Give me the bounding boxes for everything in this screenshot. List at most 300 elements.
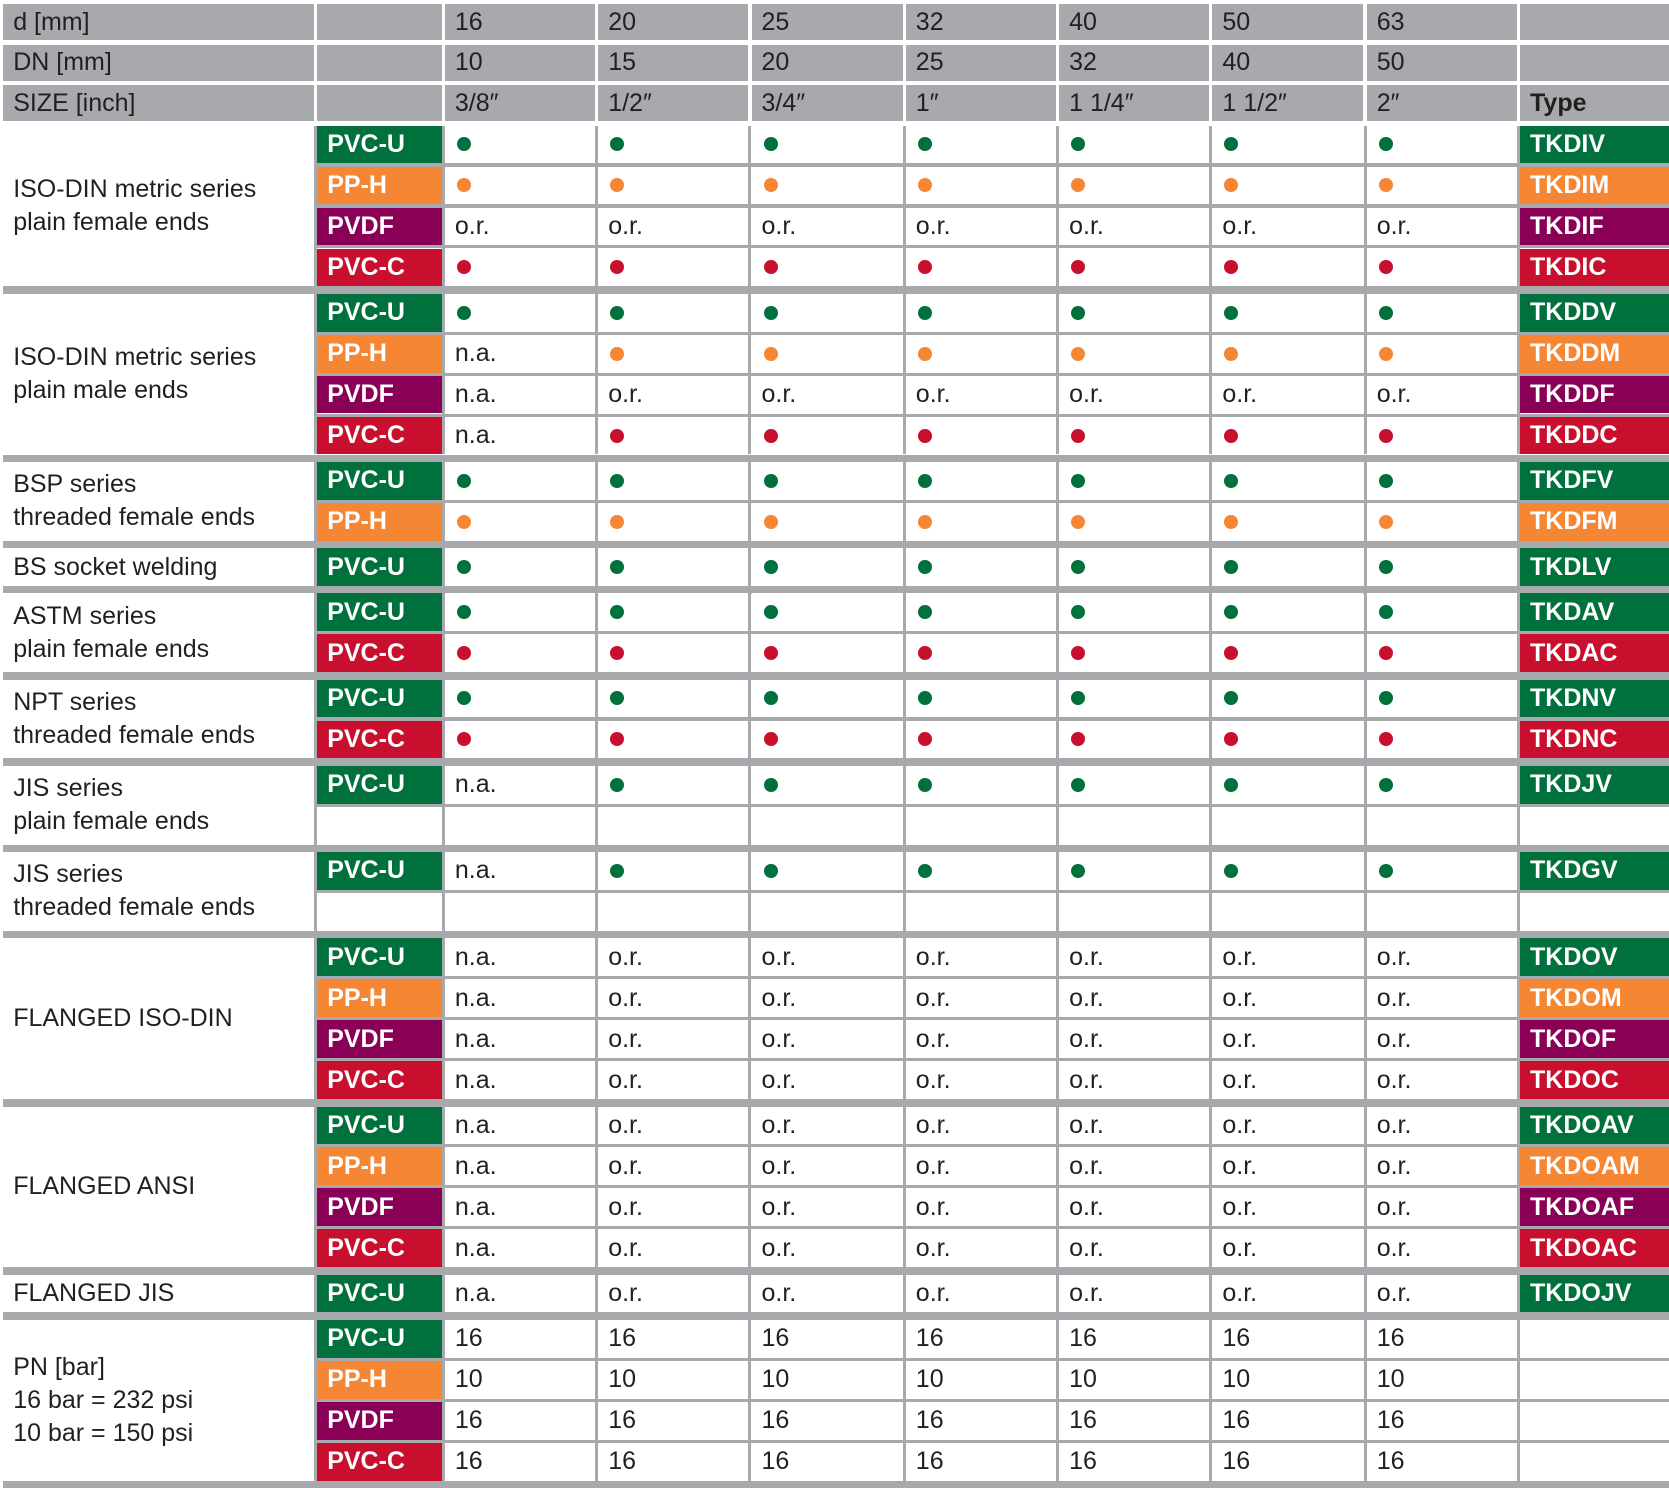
value-cell [1059, 1147, 1209, 1185]
type-badge: TKDOAF [1520, 1188, 1669, 1226]
value-cell [906, 1402, 1056, 1440]
available-dot [1071, 260, 1085, 274]
value-cell [1212, 1229, 1363, 1267]
group-label [3, 548, 314, 586]
value-cell [752, 979, 903, 1017]
available-dot [1071, 306, 1085, 320]
available-dot [610, 691, 624, 705]
type-badge: TKDDF [1520, 376, 1669, 414]
available-dot [610, 646, 624, 660]
column-separator [1517, 294, 1520, 455]
material-badge: PP-H [317, 979, 442, 1017]
available-dot [457, 474, 471, 488]
value-text: o.r. [1069, 1233, 1104, 1262]
value-cell [1059, 721, 1209, 759]
value-cell [445, 126, 595, 164]
type-badge: TKDGV [1520, 852, 1669, 890]
value-cell [1059, 417, 1209, 455]
value-cell [1212, 893, 1363, 931]
available-dot [764, 691, 778, 705]
value-text: n.a. [454, 942, 497, 971]
value-cell [598, 294, 748, 332]
value-cell [1059, 335, 1209, 373]
value-text: o.r. [608, 380, 643, 409]
available-dot [1379, 560, 1393, 574]
available-dot [918, 429, 932, 443]
value-cell [598, 1107, 748, 1145]
row-separator [317, 631, 1669, 634]
column-separator [442, 766, 445, 845]
column-separator [1517, 593, 1520, 672]
value-cell [598, 548, 748, 586]
header-label: d [mm] [3, 4, 314, 40]
value-cell [906, 1361, 1056, 1399]
type-badge: TKDIC [1520, 249, 1669, 287]
value-cell [598, 979, 748, 1017]
material-badge [317, 893, 442, 931]
column-separator [314, 938, 317, 1099]
value-cell [1367, 1402, 1517, 1440]
value-cell [445, 208, 595, 246]
value-cell [445, 1020, 595, 1058]
value-cell [752, 294, 903, 332]
column-separator [1209, 294, 1212, 455]
group-label-line: plain male ends [13, 376, 189, 405]
value-cell [906, 938, 1056, 976]
group-separator [3, 931, 1669, 939]
value-cell [906, 503, 1056, 541]
column-separator [1209, 593, 1212, 672]
material-badge: PVC-U [317, 548, 442, 586]
header-material-spacer [317, 4, 442, 40]
column-separator [748, 852, 751, 931]
column-separator [1056, 852, 1059, 931]
available-dot [1071, 347, 1085, 361]
material-badge: PVC-U [317, 1320, 442, 1358]
available-dot [764, 515, 778, 529]
value-cell [752, 721, 903, 759]
value-text: o.r. [1222, 211, 1258, 240]
column-separator [748, 680, 751, 759]
available-dot [610, 778, 624, 792]
column-separator [748, 938, 751, 1099]
column-separator [1517, 680, 1520, 759]
column-separator [903, 680, 906, 759]
value-text: 16 [454, 1447, 483, 1476]
value-cell [752, 1361, 903, 1399]
available-dot [1071, 732, 1085, 746]
value-cell [1059, 852, 1209, 890]
value-text: o.r. [1376, 1192, 1412, 1221]
column-separator [314, 462, 317, 541]
material-badge: PVC-U [317, 680, 442, 718]
value-cell [445, 893, 595, 931]
available-dot [1224, 864, 1238, 878]
value-cell [1059, 1320, 1209, 1358]
value-cell [1367, 1275, 1517, 1313]
column-separator [1364, 938, 1367, 1099]
group-label [3, 766, 314, 845]
group-label [3, 1320, 314, 1481]
column-separator [1364, 126, 1367, 287]
value-cell [1367, 376, 1517, 414]
column-separator [1364, 1320, 1367, 1481]
available-dot [1379, 646, 1393, 660]
value-cell [1212, 126, 1363, 164]
value-text: 16 [1069, 1324, 1097, 1353]
value-cell [752, 893, 903, 931]
value-cell [1212, 979, 1363, 1017]
available-dot [1379, 864, 1393, 878]
available-dot [1224, 347, 1238, 361]
value-cell [752, 462, 903, 500]
value-cell [445, 721, 595, 759]
value-cell [598, 1020, 748, 1058]
available-dot [1224, 515, 1238, 529]
type-badge: TKDOC [1520, 1061, 1669, 1099]
value-cell [906, 721, 1056, 759]
value-text: o.r. [1376, 211, 1412, 240]
value-cell [1212, 503, 1363, 541]
value-text: o.r. [1069, 1151, 1104, 1180]
type-badge: TKDNC [1520, 721, 1669, 759]
value-text: 16 [761, 1406, 790, 1435]
value-cell [598, 503, 748, 541]
value-cell [445, 807, 595, 845]
available-dot [764, 560, 778, 574]
column-separator [595, 852, 598, 931]
available-dot [764, 474, 778, 488]
value-text: o.r. [761, 983, 797, 1012]
available-dot [1224, 306, 1238, 320]
value-text: o.r. [1376, 1024, 1412, 1053]
value-cell [1059, 938, 1209, 976]
value-cell [445, 548, 595, 586]
group-label-line: FLANGED ISO-DIN [13, 1004, 233, 1033]
material-badge: PVC-C [317, 249, 442, 287]
available-dot [1224, 646, 1238, 660]
value-text: o.r. [761, 942, 797, 971]
value-text: o.r. [608, 1065, 643, 1094]
type-badge: TKDOF [1520, 1020, 1669, 1058]
row-separator [317, 890, 1669, 893]
value-cell [906, 417, 1056, 455]
column-separator [314, 766, 317, 845]
group-label-line: JIS series [13, 860, 123, 889]
value-text: 10 [1376, 1365, 1405, 1394]
value-text: o.r. [608, 1233, 643, 1262]
value-cell [1212, 249, 1363, 287]
value-text: o.r. [1069, 942, 1104, 971]
value-cell [906, 1107, 1056, 1145]
group-label [3, 294, 314, 455]
available-dot [764, 646, 778, 660]
type-badge [1520, 1361, 1669, 1399]
value-text: 16 [1222, 1447, 1251, 1476]
column-separator [1056, 294, 1059, 455]
value-text: o.r. [761, 380, 797, 409]
available-dot [1224, 560, 1238, 574]
value-text: o.r. [1376, 983, 1412, 1012]
column-separator [314, 852, 317, 931]
value-cell [1059, 893, 1209, 931]
column-separator [314, 126, 317, 287]
value-cell [598, 807, 748, 845]
available-dot [918, 137, 932, 151]
material-badge: PP-H [317, 1147, 442, 1185]
type-badge: TKDLV [1520, 548, 1669, 586]
row-separator [317, 1185, 1669, 1188]
row-separator [317, 163, 1669, 166]
available-dot [610, 474, 624, 488]
value-cell [906, 680, 1056, 718]
value-cell [445, 503, 595, 541]
value-text: o.r. [1222, 983, 1258, 1012]
column-separator [1209, 126, 1212, 287]
group-separator [3, 455, 1669, 463]
column-separator [442, 126, 445, 287]
value-cell [1367, 634, 1517, 672]
value-cell [598, 249, 748, 287]
column-separator [903, 1107, 906, 1268]
column-separator [1209, 548, 1212, 586]
value-cell [445, 335, 595, 373]
material-badge: PVDF [317, 208, 442, 246]
value-cell [1059, 1361, 1209, 1399]
value-cell [1212, 417, 1363, 455]
type-badge: TKDOM [1520, 979, 1669, 1017]
value-cell [752, 1188, 903, 1226]
value-text: o.r. [1376, 1151, 1412, 1180]
available-dot [457, 605, 471, 619]
material-badge: PVDF [317, 1402, 442, 1440]
header-value: 16 [445, 4, 595, 40]
column-separator [1517, 548, 1520, 586]
value-cell [752, 548, 903, 586]
material-badge: PVC-C [317, 721, 442, 759]
value-cell [1212, 208, 1363, 246]
value-cell [1212, 294, 1363, 332]
value-cell [598, 1402, 748, 1440]
group-label-line: PN [bar] [13, 1352, 105, 1381]
value-cell [1212, 1361, 1363, 1399]
column-separator [1517, 938, 1520, 1099]
column-separator [903, 938, 906, 1099]
group-separator [3, 1099, 1669, 1107]
value-cell [1059, 249, 1209, 287]
value-cell [752, 593, 903, 631]
value-cell [1212, 1188, 1363, 1226]
value-cell [1212, 634, 1363, 672]
value-cell [906, 1147, 1056, 1185]
value-cell [1059, 979, 1209, 1017]
column-separator [595, 1275, 598, 1313]
value-cell [752, 417, 903, 455]
type-badge [1520, 1402, 1669, 1440]
group-label [3, 126, 314, 287]
value-text: 16 [1376, 1447, 1405, 1476]
value-text: 16 [1069, 1447, 1097, 1476]
column-separator [1364, 766, 1367, 845]
column-separator [903, 1320, 906, 1481]
available-dot [764, 605, 778, 619]
value-cell [1367, 335, 1517, 373]
value-cell [445, 852, 595, 890]
value-cell [1212, 548, 1363, 586]
header-type [1520, 45, 1669, 81]
value-cell [752, 126, 903, 164]
value-cell [1212, 1147, 1363, 1185]
value-cell [445, 634, 595, 672]
value-cell [598, 335, 748, 373]
value-cell [445, 979, 595, 1017]
column-separator [314, 680, 317, 759]
header-value: 20 [752, 45, 903, 81]
value-cell [1367, 1443, 1517, 1481]
value-text: o.r. [761, 1110, 797, 1139]
row-separator [317, 1440, 1669, 1443]
value-text: o.r. [1222, 1233, 1258, 1262]
column-separator [903, 852, 906, 931]
group-label-line: 16 bar = 232 psi [13, 1385, 194, 1414]
header-value: 1 1/2″ [1212, 85, 1363, 121]
value-cell [1367, 417, 1517, 455]
header-value: 40 [1059, 4, 1209, 40]
header-value: 1″ [906, 85, 1056, 121]
material-badge: PVC-U [317, 852, 442, 890]
group-separator [3, 286, 1669, 294]
available-dot [457, 306, 471, 320]
available-dot [1071, 560, 1085, 574]
column-separator [1364, 1275, 1367, 1313]
column-separator [442, 938, 445, 1099]
row-separator [317, 1399, 1669, 1402]
column-separator [595, 294, 598, 455]
header-label: SIZE [inch] [3, 85, 314, 121]
value-cell [752, 1229, 903, 1267]
header-value: 50 [1212, 4, 1363, 40]
value-text: 16 [1222, 1406, 1251, 1435]
column-separator [1364, 852, 1367, 931]
header-value: 32 [1059, 45, 1209, 81]
available-dot [1071, 429, 1085, 443]
value-text: o.r. [608, 1110, 643, 1139]
value-cell [445, 1229, 595, 1267]
type-badge: TKDFM [1520, 503, 1669, 541]
value-cell [906, 126, 1056, 164]
value-cell [752, 807, 903, 845]
group-label-line: JIS series [13, 774, 123, 803]
value-cell [445, 249, 595, 287]
value-cell [752, 1061, 903, 1099]
group-label [3, 593, 314, 672]
type-badge: TKDDV [1520, 294, 1669, 332]
available-dot [1379, 306, 1393, 320]
value-text: o.r. [1222, 1151, 1258, 1180]
column-separator [1056, 548, 1059, 586]
available-dot [918, 864, 932, 878]
value-text: n.a. [454, 1151, 497, 1180]
value-cell [1367, 167, 1517, 205]
value-text: n.a. [454, 1065, 497, 1094]
value-cell [1059, 680, 1209, 718]
value-cell [598, 417, 748, 455]
value-cell [1059, 1061, 1209, 1099]
value-text: 10 [608, 1365, 636, 1394]
header-value: 1 1/4″ [1059, 85, 1209, 121]
available-dot [764, 732, 778, 746]
available-dot [610, 347, 624, 361]
column-separator [595, 680, 598, 759]
material-badge: PVC-C [317, 417, 442, 455]
available-dot [1071, 605, 1085, 619]
value-cell [1367, 249, 1517, 287]
value-cell [906, 208, 1056, 246]
value-cell [906, 462, 1056, 500]
value-cell [598, 1229, 748, 1267]
column-separator [1364, 593, 1367, 672]
value-text: o.r. [1069, 1278, 1104, 1307]
column-separator [442, 680, 445, 759]
available-dot [918, 515, 932, 529]
header-value: 50 [1367, 45, 1517, 81]
group-separator [3, 1312, 1669, 1320]
column-separator [748, 593, 751, 672]
available-dot [1071, 137, 1085, 151]
column-separator [1364, 548, 1367, 586]
column-separator [1364, 294, 1367, 455]
value-text: 16 [1222, 1324, 1251, 1353]
value-text: o.r. [761, 211, 797, 240]
type-badge: TKDFV [1520, 462, 1669, 500]
header-value: 10 [445, 45, 595, 81]
available-dot [610, 864, 624, 878]
material-badge: PVC-U [317, 1107, 442, 1145]
column-separator [442, 294, 445, 455]
available-dot [1379, 260, 1393, 274]
available-dot [457, 260, 471, 274]
column-separator [748, 126, 751, 287]
column-separator [1209, 766, 1212, 845]
column-separator [903, 294, 906, 455]
value-cell [906, 1229, 1056, 1267]
value-text: o.r. [761, 1065, 797, 1094]
type-badge: TKDDM [1520, 335, 1669, 373]
available-dot [610, 260, 624, 274]
group-separator [3, 586, 1669, 594]
value-text: o.r. [1069, 983, 1104, 1012]
value-cell [1367, 1020, 1517, 1058]
value-cell [1212, 807, 1363, 845]
material-badge: PVC-C [317, 1229, 442, 1267]
value-cell [598, 852, 748, 890]
value-cell [1367, 548, 1517, 586]
column-separator [595, 938, 598, 1099]
column-separator [903, 1275, 906, 1313]
available-dot [610, 306, 624, 320]
group-label-line: threaded female ends [13, 503, 256, 532]
type-badge: TKDDC [1520, 417, 1669, 455]
column-separator [903, 766, 906, 845]
value-text: o.r. [608, 1151, 643, 1180]
group-separator [3, 541, 1669, 549]
column-separator [1056, 462, 1059, 541]
group-label-line: ISO-DIN metric series [13, 174, 257, 203]
value-cell [445, 376, 595, 414]
column-separator [1209, 852, 1212, 931]
value-cell [906, 593, 1056, 631]
value-cell [1059, 1229, 1209, 1267]
